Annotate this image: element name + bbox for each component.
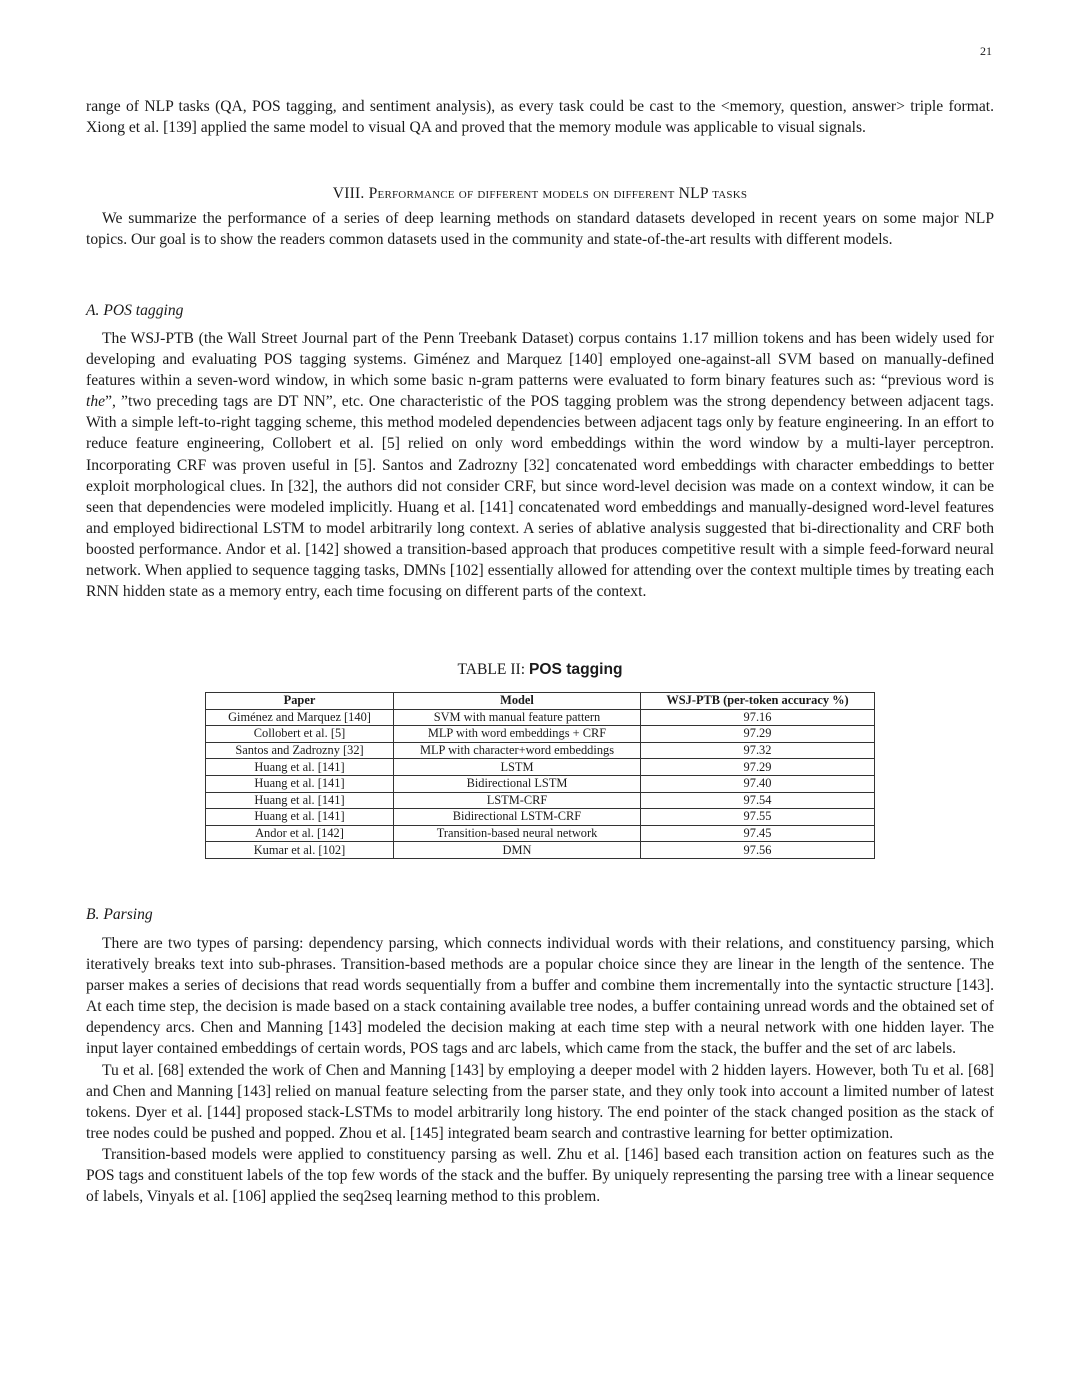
cell-model: DMN (394, 842, 641, 859)
intro-paragraph-text: range of NLP tasks (QA, POS tagging, and sentiment analysis), as every task could be cast to the <memory, question, answer> triple format. Xiong et al. [139] applied the same model to visual QA and proved that the memory module was applicable to visual signals. (86, 98, 994, 137)
table-row (206, 809, 875, 826)
pos-text-part1: The WSJ-PTB (the Wall Street Journal part of the Penn Treebank Dataset) corpus contains 1.17 million tokens and has been widely used for developing and evaluating POS tagging systems. Giménez and Marquez [140] employed one-against-all SVM based on manually-defined features within a seven-word window, in which some basic n-gram patterns were evaluated to form binary features such as: “previous word is (86, 330, 994, 390)
cell-accuracy: 97.56 (641, 842, 875, 859)
cell-accuracy: 97.16 (641, 709, 875, 726)
table-row (206, 842, 875, 859)
table-header-row (206, 693, 875, 710)
cell-accuracy: 97.32 (641, 742, 875, 759)
cell-model: MLP with word embeddings + CRF (394, 726, 641, 743)
section-intro (86, 208, 994, 250)
section-heading (86, 185, 994, 203)
cell-accuracy: 97.55 (641, 809, 875, 826)
cell-paper: Santos and Zadrozny [32] (206, 742, 394, 759)
table-caption (86, 661, 994, 679)
subsection-heading-parsing: B. Parsing (86, 906, 153, 923)
parsing-paragraphs (86, 933, 994, 1207)
cell-paper: Huang et al. [141] (206, 759, 394, 776)
header-paper: Paper (206, 693, 394, 710)
cell-model: Bidirectional LSTM (394, 775, 641, 792)
table-row (206, 726, 875, 743)
cell-accuracy: 97.40 (641, 775, 875, 792)
cell-accuracy: 97.29 (641, 726, 875, 743)
table-caption-title: POS tagging (528, 661, 623, 678)
pos-tagging-paragraph-text (86, 328, 994, 602)
cell-paper: Huang et al. [141] (206, 809, 394, 826)
table-row (206, 742, 875, 759)
cell-paper: Giménez and Marquez [140] (206, 709, 394, 726)
cell-model: LSTM (394, 759, 641, 776)
cell-paper: Andor et al. [142] (206, 825, 394, 842)
cell-paper: Huang et al. [141] (206, 792, 394, 809)
cell-model: Bidirectional LSTM-CRF (394, 809, 641, 826)
parsing-paragraph-3: Transition-based models were applied to constituency parsing as well. Zhu et al. [146] based each transition action on features such as the POS tags and constituent labels of the top few words of the stack and the buffer. By uniquely representing the parsing tree with a linear sequence of labels, Vinyals et al. [106] applied the seq2seq learning method to this problem. (86, 1145, 994, 1206)
cell-model: Transition-based neural network (394, 825, 641, 842)
subsection-heading-pos-tagging: A. POS tagging (86, 302, 184, 319)
table-row (206, 709, 875, 726)
parsing-paragraph-1: There are two types of parsing: dependency parsing, which connects individual words with their relations, and constituency parsing, which iteratively breaks text into sub-phrases. Transition-based methods are a popular choice since they are linear in the length of the sentence. The parser makes a series of decisions that read words sequentially from a buffer and combine them incrementally into the syntactic structure [143]. At each time step, the decision is made based on a stack containing available tree nodes, a buffer containing unread words and the obtained set of dependency arcs. Chen and Manning [143] modeled the decision making at each time step with a neural network with one hidden layer. The input layer contained embeddings of certain words, POS tags and arc labels, which came from the stack, the buffer and the set of arc labels. (86, 935, 994, 1058)
header-model: Model (394, 693, 641, 710)
cell-accuracy: 97.54 (641, 792, 875, 809)
cell-model: LSTM-CRF (394, 792, 641, 809)
table-row (206, 775, 875, 792)
cell-accuracy: 97.45 (641, 825, 875, 842)
section-intro-text: We summarize the performance of a series of deep learning methods on standard datasets developed in recent years on some major NLP topics. Our goal is to show the readers common datasets used in the community and state-of-the-art results with different models. (86, 210, 994, 249)
cell-paper: Kumar et al. [102] (206, 842, 394, 859)
section-number: VIII. (332, 185, 365, 202)
cell-model: MLP with character+word embeddings (394, 742, 641, 759)
pos-tagging-table (205, 692, 875, 859)
pos-text-emph: the (86, 393, 106, 411)
cell-paper: Collobert et al. [5] (206, 726, 394, 743)
cell-model: SVM with manual feature pattern (394, 709, 641, 726)
cell-paper: Huang et al. [141] (206, 775, 394, 792)
table-row (206, 825, 875, 842)
table-caption-prefix: TABLE II: (457, 661, 529, 678)
header-accuracy: WSJ-PTB (per-token accuracy %) (641, 693, 875, 710)
cell-accuracy: 97.29 (641, 759, 875, 776)
pos-tagging-paragraph (86, 328, 994, 602)
pos-text-part2: ”, ”two preceding tags are DT NN”, etc. One characteristic of the POS tagging problem was the strong dependency between adjacent tags. With a simple left-to-right tagging scheme, this method modeled dependencies between adjacent tags only by feature engineering. In an effort to reduce feature engineering, Collobert et al. [5] relied on only word embeddings within the word window by a multi-layer perceptron. Incorporating CRF was proven useful in [5]. Santos and Zadrozny [32] concatenated word embeddings with character embeddings to better exploit morphological clues. In [32], the authors did not consider CRF, but since word-level decision was made on a context window, it can be seen that dependencies were modeled implicitly. Huang et al. [141] concatenated word embeddings and manually-designed word-level features and employed bidirectional LSTM to model arbitrarily long context. A series of ablative analysis suggested that bi-directionality and CRF both boosted performance. Andor et al. [142] showed a transition-based approach that produces competitive result with a simple feed-forward neural network. When applied to sequence tagging tasks, DMNs [102] essentially allowed for attending over the context multiple times by treating each RNN hidden state as a memory entry, each time focusing on different parts of the context. (86, 393, 994, 601)
table-row (206, 759, 875, 776)
page-number: 21 (980, 44, 992, 58)
table-row (206, 792, 875, 809)
parsing-paragraph-2: Tu et al. [68] extended the work of Chen and Manning [143] by employing a deeper model with 2 hidden layers. However, both Tu et al. [68] and Chen and Manning [143] relied on manual feature selecting from the parser state, and they only took into account a limited number of latest tokens. Dyer et al. [144] proposed stack-LSTMs to model arbitrarily long history. The end pointer of the stack changed position as the stack of tree nodes could be pushed and popped. Zhou et al. [145] integrated beam search and contrastive learning for better optimization. (86, 1061, 994, 1142)
section-title: Performance of different models on different NLP tasks (368, 185, 748, 202)
intro-paragraph (86, 96, 994, 138)
